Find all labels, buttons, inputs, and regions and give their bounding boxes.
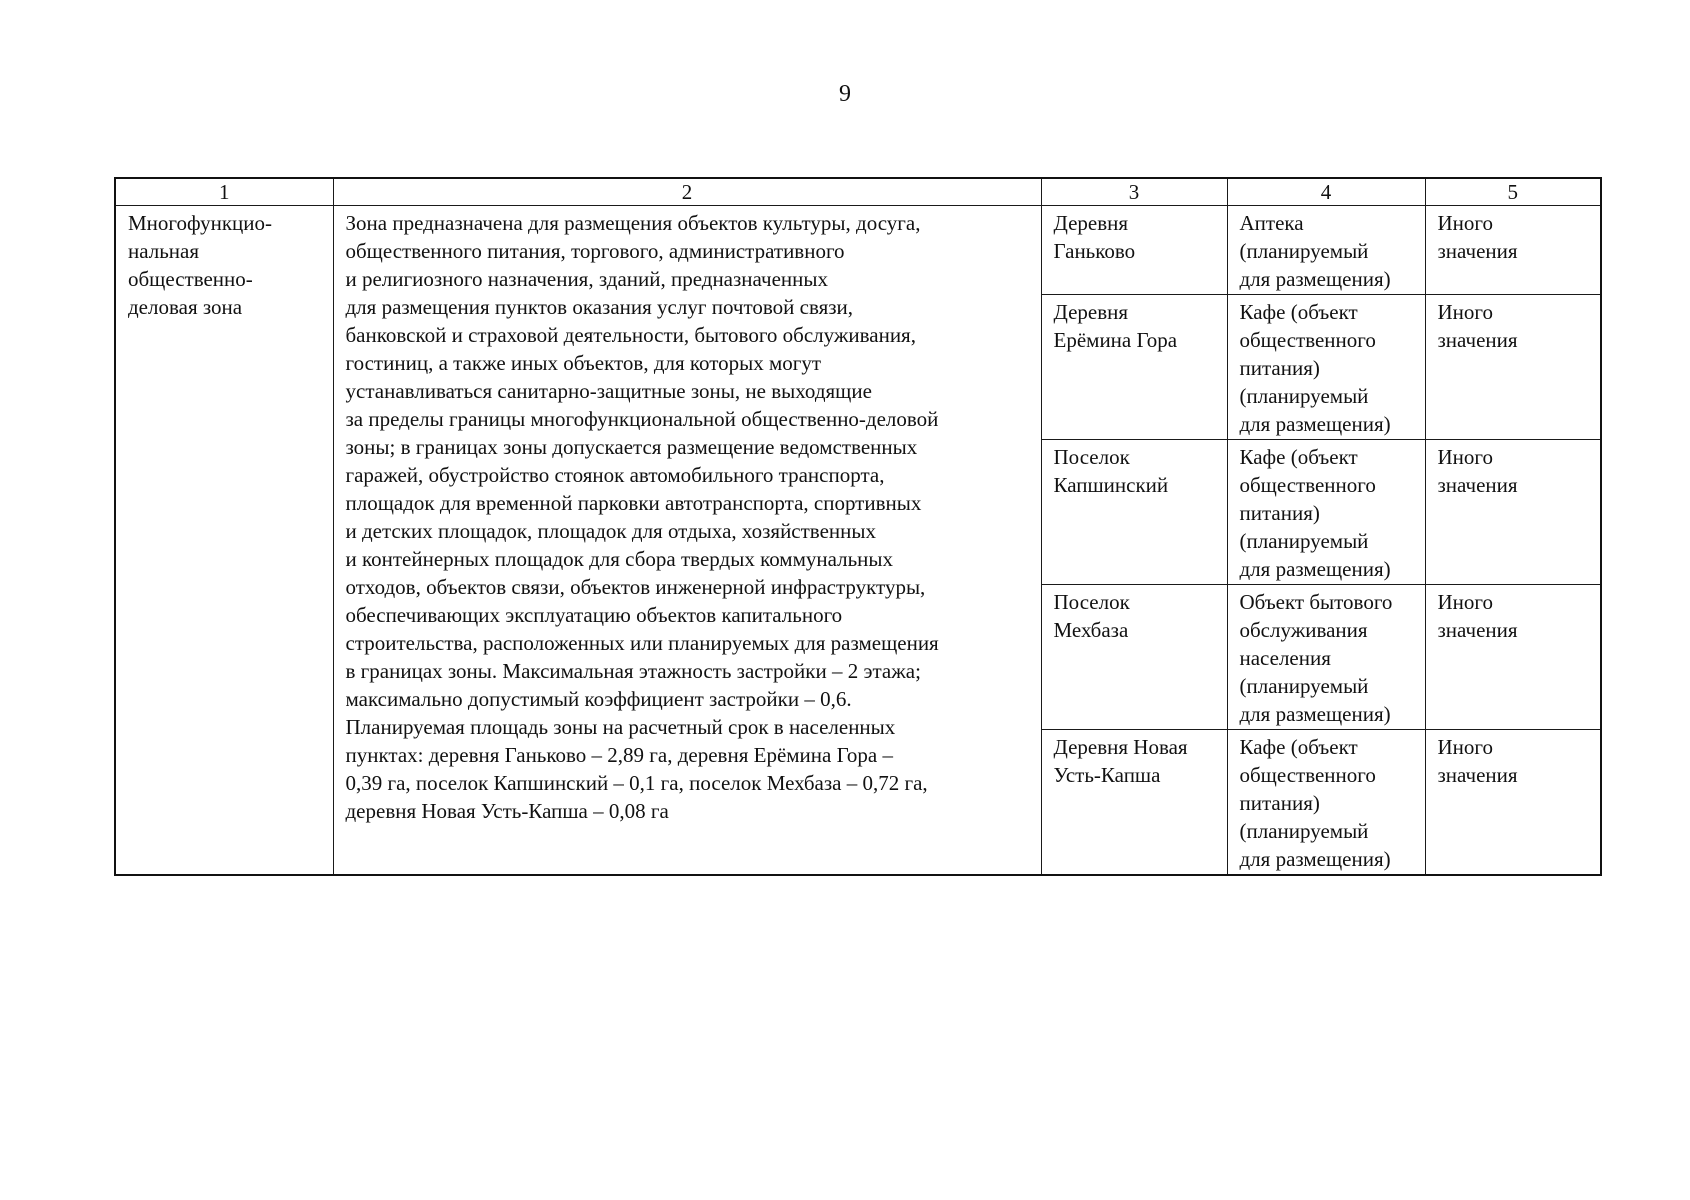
settlement-cell: [1041, 585, 1227, 730]
zoning-table: [114, 177, 1602, 876]
object-cell: [1227, 206, 1425, 295]
object-name: Аптека (планируемый для размещения): [1239, 211, 1391, 291]
zone-description: Зона предназначена для размещения объектов культуры, досуга, общественного питания, торгового, административного и религиозного назначения, зданий, предназначенных для размещения пунктов оказания услуг почтовой связи, банковской и страховой деятельности, бытового обслуживания, гостиниц, а также иных объектов, для которых могут устанавливаться санитарно-защитные зоны, не выходящие за пределы границы многофункциональной общественно-деловой зоны; в границах зоны допускается размещение ведомственных гаражей, обустройство стоянок автомобильного транспорта, площадок для временной парковки автотранспорта, спортивных и детских площадок, площадок для отдыха, хозяйственных и контейнерных площадок для сбора твердых коммунальных отходов, объектов связи, объектов инженерной инфраструктуры, обеспечивающих эксплуатацию объектов капитального строительства, расположенных или планируемых для размещения в границах зоны. Максимальная этажность застройки – 2 этажа; максимально допустимый коэффициент застройки – 0,6. Планируемая площадь зоны на расчетный срок в населенных пунктах: деревня Ганьково – 2,89 га, деревня Ерёмина Гора – 0,39 га, поселок Капшинский – 0,1 га, поселок Мехбаза – 0,72 га, деревня Новая Усть-Капша – 0,08 га: [345, 211, 939, 823]
object-name: Объект бытового обслуживания населения (планируемый для размещения): [1239, 590, 1393, 726]
significance-cell: [1425, 585, 1601, 730]
settlement-cell: [1041, 206, 1227, 295]
table-header-row: [115, 178, 1601, 206]
column-header-3: 3: [1041, 178, 1227, 206]
page-number: 9: [839, 81, 851, 107]
object-name: Кафе (объект общественного питания) (планируемый для размещения): [1239, 735, 1391, 871]
column-header-2: 2: [333, 178, 1041, 206]
settlement-name: Поселок Капшинский: [1053, 445, 1169, 497]
significance: Иного значения: [1437, 445, 1518, 497]
column-header-4: 4: [1227, 178, 1425, 206]
significance: Иного значения: [1437, 211, 1518, 263]
object-cell: [1227, 585, 1425, 730]
object-name: Кафе (объект общественного питания) (планируемый для размещения): [1239, 300, 1391, 436]
settlement-name: Деревня Ганьково: [1053, 211, 1136, 263]
object-cell: [1227, 730, 1425, 876]
significance: Иного значения: [1437, 300, 1518, 352]
significance-cell: [1425, 730, 1601, 876]
significance-cell: [1425, 440, 1601, 585]
significance-cell: [1425, 206, 1601, 295]
settlement-cell: [1041, 295, 1227, 440]
object-cell: [1227, 295, 1425, 440]
significance: Иного значения: [1437, 735, 1518, 787]
significance-cell: [1425, 295, 1601, 440]
column-header-5: 5: [1425, 178, 1601, 206]
settlement-name: Деревня Новая Усть-Капша: [1053, 735, 1188, 787]
zone-name: Многофункцио- нальная общественно- деловая зона: [128, 211, 272, 319]
settlement-name: Поселок Мехбаза: [1053, 590, 1130, 642]
settlement-cell: [1041, 730, 1227, 876]
significance: Иного значения: [1437, 590, 1518, 642]
object-name: Кафе (объект общественного питания) (планируемый для размещения): [1239, 445, 1391, 581]
column-header-1: 1: [115, 178, 333, 206]
table-row: [115, 206, 1601, 295]
zone-name-cell: [115, 206, 333, 876]
zone-description-cell: [333, 206, 1041, 876]
settlement-cell: [1041, 440, 1227, 585]
object-cell: [1227, 440, 1425, 585]
settlement-name: Деревня Ерёмина Гора: [1053, 300, 1178, 352]
